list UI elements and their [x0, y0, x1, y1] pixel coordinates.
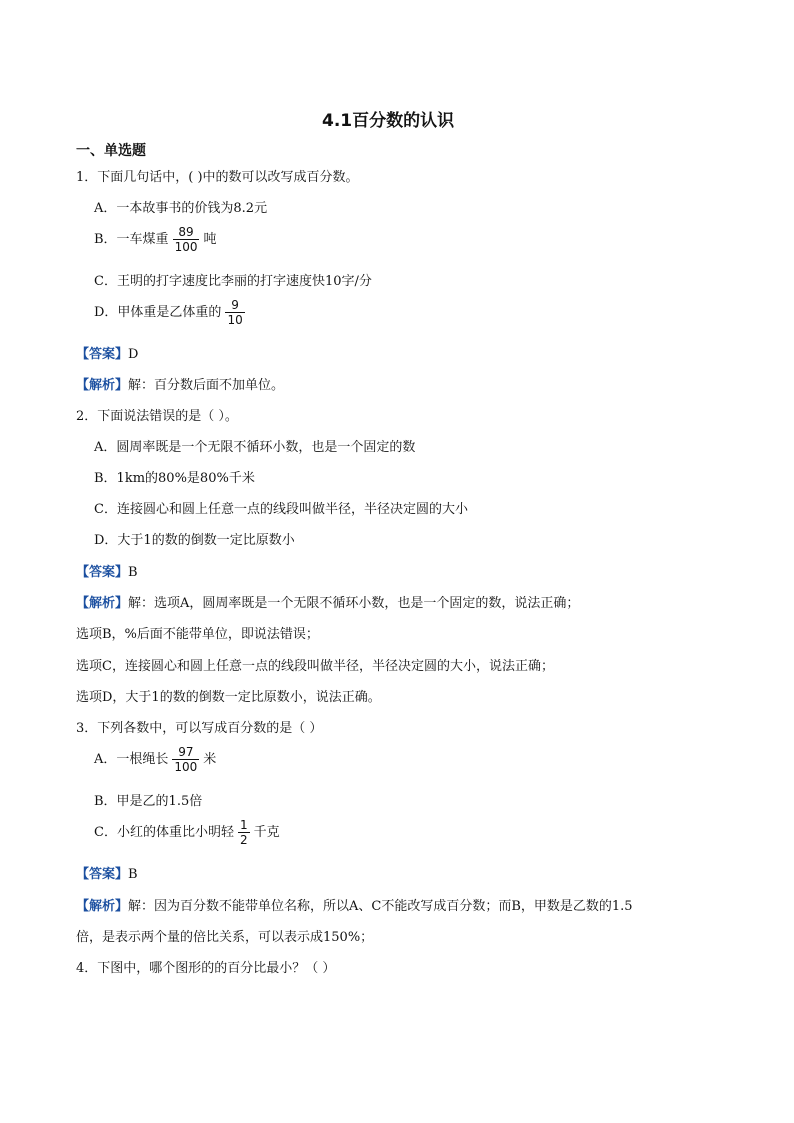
answer-value: B [128, 867, 138, 882]
answer-value: B [128, 565, 138, 580]
answer-value: D [128, 347, 139, 362]
fraction-numerator: 1 [239, 818, 248, 832]
q3-answer [76, 863, 138, 882]
q3-analysis-line-2: 倍，是表示两个量的倍比关系，可以表示成150%； [76, 930, 374, 945]
q3-analysis-line-1 [76, 895, 633, 914]
fraction-denominator: 100 [174, 760, 198, 774]
page-title: 4.1百分数的认识 [322, 111, 455, 131]
q1-option-d [94, 298, 249, 327]
q3-option-c-fraction [238, 818, 250, 847]
analysis-tag: 【解析】 [76, 596, 129, 611]
q2-option-d: D．大于1的数的倒数一定比原数小 [94, 533, 295, 548]
q3-option-a [94, 745, 216, 774]
fraction-denominator: 10 [227, 313, 243, 327]
q3-option-c-unit: 千克 [253, 825, 280, 840]
q2-analysis-line-3: 选项C，连接圆心和圆上任意一点的线段叫做半径，半径决定圆的大小，说法正确； [76, 659, 554, 674]
analysis-text: 解：选项A，圆周率既是一个无限不循环小数，也是一个固定的数，说法正确； [128, 596, 580, 611]
q2-option-c: C．连接圆心和圆上任意一点的线段叫做半径，半径决定圆的大小 [94, 502, 468, 517]
q1-option-d-fraction [225, 298, 244, 327]
answer-tag: 【答案】 [76, 347, 129, 362]
q2-analysis-line-1 [76, 592, 579, 611]
q1-option-b-unit: 吨 [203, 232, 217, 247]
q3-option-c [94, 818, 280, 847]
q2-analysis-line-2: 选项B，%后面不能带单位，即说法错误； [76, 627, 319, 642]
q3-option-a-text: A．一根绳长 [94, 752, 169, 767]
q1-option-b-text: B．一车煤重 [94, 232, 169, 247]
q2-option-a: A．圆周率既是一个无限不循环小数，也是一个固定的数 [94, 440, 416, 455]
q3-option-a-unit: 米 [203, 752, 217, 767]
q1-answer [76, 343, 138, 362]
q1-option-b [94, 225, 216, 254]
q3-option-c-text: C．小红的体重比小明轻 [94, 825, 234, 840]
q1-option-d-text: D．甲体重是乙体重的 [94, 305, 222, 320]
answer-tag: 【答案】 [76, 565, 129, 580]
q3-option-b: B．甲是乙的1.5倍 [94, 794, 203, 809]
q1-option-a: A．一本故事书的价钱为8.2元 [94, 201, 268, 216]
q1-analysis [76, 374, 284, 393]
q1-option-c: C．王明的打字速度比李丽的打字速度快10字/分 [94, 274, 372, 289]
q4-stem: 4．下图中，哪个图形的的百分比最小？（ ） [76, 961, 336, 976]
q2-analysis-line-4: 选项D，大于1的数的倒数一定比原数小，说法正确。 [76, 690, 381, 705]
q3-option-a-fraction [172, 745, 199, 774]
analysis-tag: 【解析】 [76, 899, 129, 914]
q1-option-b-fraction [173, 225, 200, 254]
fraction-numerator: 9 [231, 298, 239, 312]
fraction-denominator: 2 [239, 833, 248, 847]
q2-answer [76, 561, 138, 580]
fraction-denominator: 100 [174, 240, 198, 254]
q3-stem: 3．下列各数中，可以写成百分数的是（ ） [76, 721, 323, 736]
fraction-numerator: 97 [178, 745, 194, 759]
section-heading: 一、单选题 [76, 143, 146, 159]
q2-stem: 2．下面说法错误的是（ ）。 [76, 409, 238, 424]
analysis-text: 解：百分数后面不加单位。 [128, 378, 285, 393]
analysis-tag: 【解析】 [76, 378, 129, 393]
analysis-text: 解：因为百分数不能带单位名称，所以A、C不能改写成百分数；而B，甲数是乙数的1.5 [128, 899, 633, 914]
q1-stem: 1．下面几句话中，( )中的数可以改写成百分数。 [76, 170, 359, 185]
answer-tag: 【答案】 [76, 867, 129, 882]
q2-option-b: B．1km的80%是80%千米 [94, 471, 255, 486]
fraction-numerator: 89 [178, 225, 194, 239]
